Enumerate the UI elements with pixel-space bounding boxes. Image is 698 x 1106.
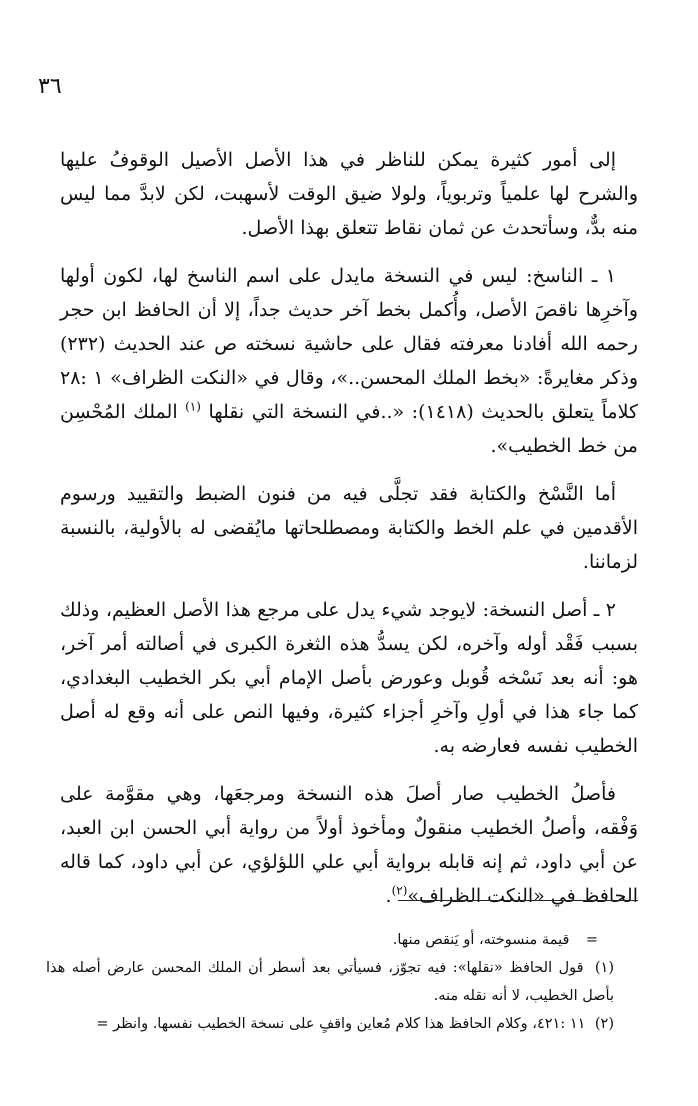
footnote-text: قول الحافظ «نقلها»: فيه تجوّز، فسيأتي بعد أسطر أن الملك المحسن عارض أصله هذا بأصل الخطيب، لا أنه نقله منه. [46,960,614,1004]
paragraph-calligraphy: أما النَّسْخ والكتابة فقد تجلَّى فيه من فنون الضبط والتقييد ورسوم الأقدمين في علم الخط والكتابة ومصطلحاتها مايُقضى له بالأولية، بالنسبة لزماننا. [60,483,638,573]
paragraph-spacer [60,579,638,593]
paragraph-spacer [60,463,638,477]
paragraph-khatib-end: . [385,885,392,907]
paragraph-spacer [60,763,638,777]
footnote-mark: (٢) [594,1016,614,1032]
paragraph-copyist-end: الملك المُحْسِن من خط الخطيب». [60,401,638,457]
paragraph-khatib [60,777,638,913]
footnote-mark: (١) [594,960,615,976]
footnote-1 [46,954,638,1010]
paragraph-intro: إلى أمور كثيرة يمكن للناظر في هذا الأصل الأصيل الوقوفُ عليها والشرح لها علمياً وتربوياً، ولولا ضيق الوقت لأسهبت، لكن لابدَّ مما ليس منه بدٌّ، وسأتحدث عن ثمان نقاط تتعلق بهذا الأصل. [60,149,638,239]
footnote-separator [398,900,638,901]
footnote-ref-1: (١) [185,399,201,414]
paragraph-origin: ٢ ـ أصل النسخة: لايوجد شيء يدل على مرجع هذا الأصل العظيم، وذلك بسبب فَقْد أوله وآخره، لكن يسدُّ هذه الثغرة الكبرى في أصالته أمر آخر، هو: أنه بعد نَسْخه قُوبل وعورض بأصل الإمام أبي بكر الخطيب البغدادي، كما جاء هذا في أولِ وآخرِ أجزاء كثيرة، وفيها النص على أنه وقع له أصل الخطيب نفسه فعارضه به. [60,599,638,757]
page-number: ٣٦ [38,74,62,99]
footnotes [46,926,638,1038]
paragraph-khatib-text: فأصلُ الخطيب صار أصلَ هذه النسخة ومرجعَها، وهي مقوَّمة على وَفْقه، وأصلُ الخطيب منقولٌ ومأخوذ أولاً من رواية أبي الحسن ابن العبد، عن أبي داود، ثم إنه قابله برواية أبي علي اللؤلؤي، عن أبي داود، كما قاله الحافظ في «النكت الظراف» [60,783,638,907]
footnote-continued [46,926,638,954]
paragraph-copyist-text: ١ ـ الناسخ: ليس في النسخة مايدل على اسم الناسخ لها، لكون أولها وآخرِها ناقصَ الأصل، وأُكمل بخط آخر حديث جداً، إلا أن الحافظ ابن حجر رحمه الله أفادنا معرفته فقال على حاشية نسخته ص عند الحديث (٢٣٢) وذكر مغايرةً: «بخط الملك المحسن..»، وقال في «النكت الظراف» ١ :٢٨ كلاماً يتعلق بالحديث (١٤١٨): «..في النسخة التي نقلها [60,265,638,423]
paragraph-copyist [60,259,638,463]
footnote-ref-2: (٢) [391,883,408,898]
paragraph-spacer [60,245,638,259]
footnote-text: قيمة منسوخته، أو يَنقص منها. [392,932,570,948]
footnote-mark: = [585,932,598,948]
footnote-text: ١١ :٤٢١، وكلام الحافظ هذا كلام مُعاين واقفٍ على نسخة الخطيب نفسها. وانظر = [96,1016,586,1032]
footnote-2 [46,1010,638,1038]
main-text [60,143,638,913]
